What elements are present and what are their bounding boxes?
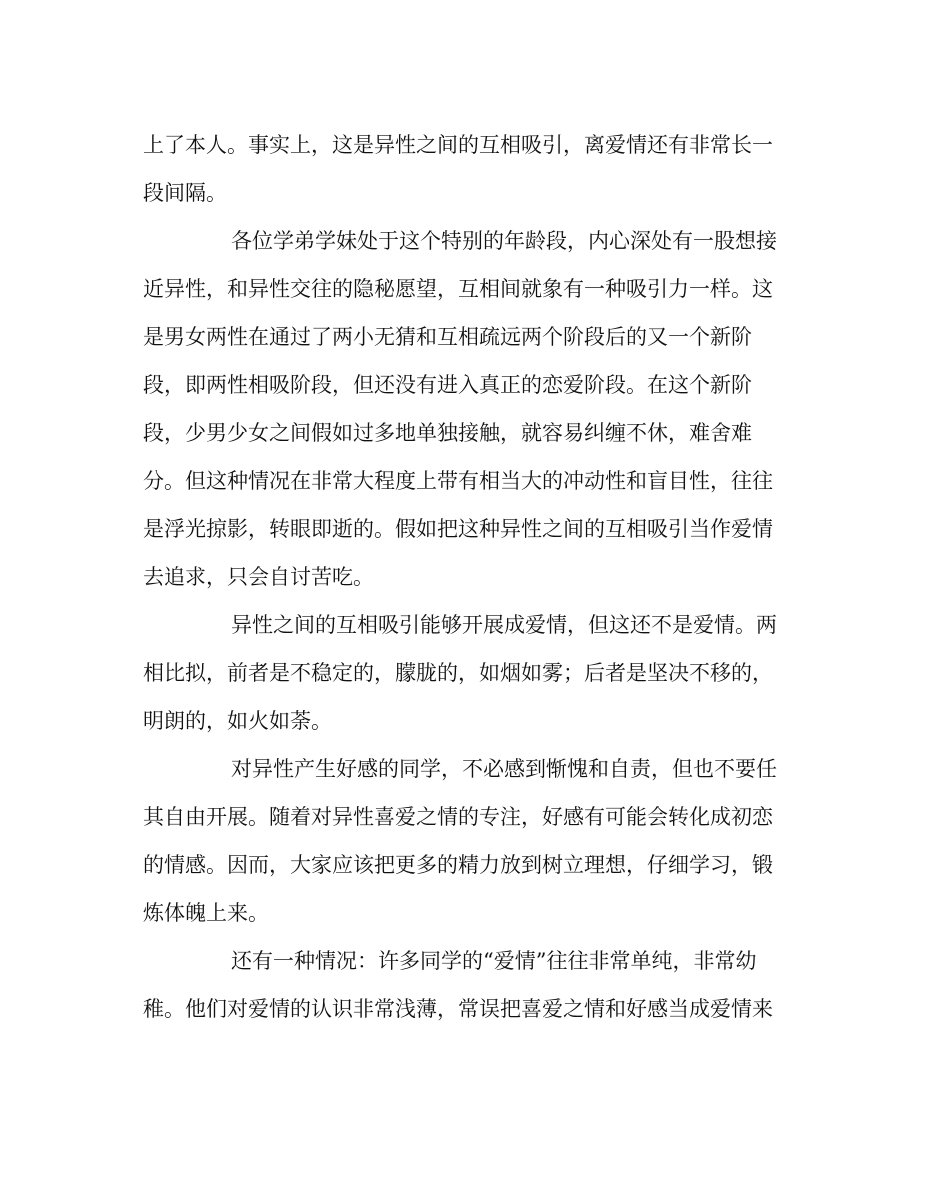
text-line: 分。但这种情况在非常大程度上带有相当大的冲动性和盲目性，往往 xyxy=(143,469,773,493)
text-line: 是男女两性在通过了两小无猜和互相疏远两个阶段后的又一个新阶 xyxy=(143,325,752,349)
text-line: 其自由开展。随着对异性喜爱之情的专注，好感有可能会转化成初恋 xyxy=(143,805,773,829)
text-line: 对异性产生好感的同学，不必感到惭愧和自责，但也不要任 xyxy=(231,757,777,781)
text-line: 段，少男少女之间假如过多地单独接触，就容易纠缠不休，难舍难 xyxy=(143,421,752,445)
text-line: 炼体魄上来。 xyxy=(143,901,269,925)
text-line: 相比拟，前者是不稳定的，朦胧的，如烟如雾；后者是坚决不移的， xyxy=(143,661,773,685)
text-line: 段间隔。 xyxy=(143,181,227,205)
text-line: 近异性，和异性交往的隐秘愿望，互相间就象有一种吸引力一样。这 xyxy=(143,277,773,301)
text-line: 的情感。因而，大家应该把更多的精力放到树立理想，仔细学习，锻 xyxy=(143,853,773,877)
text-line: 上了本人。事实上，这是异性之间的互相吸引，离爱情还有非常长一 xyxy=(143,133,773,157)
text-line: 段，即两性相吸阶段，但还没有进入真正的恋爱阶段。在这个新阶 xyxy=(143,373,752,397)
text-line: 各位学弟学妹处于这个特别的年龄段，内心深处有一股想接 xyxy=(231,229,777,253)
text-line: 明朗的，如火如荼。 xyxy=(143,709,332,733)
text-line: 稚。他们对爱情的认识非常浅薄，常误把喜爱之情和好感当成爱情来 xyxy=(143,997,773,1021)
document-body xyxy=(143,121,803,1033)
text-line: 还有一种情况：许多同学的“爱情”往往非常单纯，非常幼 xyxy=(231,949,757,973)
text-line: 去追求，只会自讨苦吃。 xyxy=(143,565,374,589)
text-line: 异性之间的互相吸引能够开展成爱情，但这还不是爱情。两 xyxy=(231,613,777,637)
text-line: 是浮光掠影，转眼即逝的。假如把这种异性之间的互相吸引当作爱情 xyxy=(143,517,773,541)
